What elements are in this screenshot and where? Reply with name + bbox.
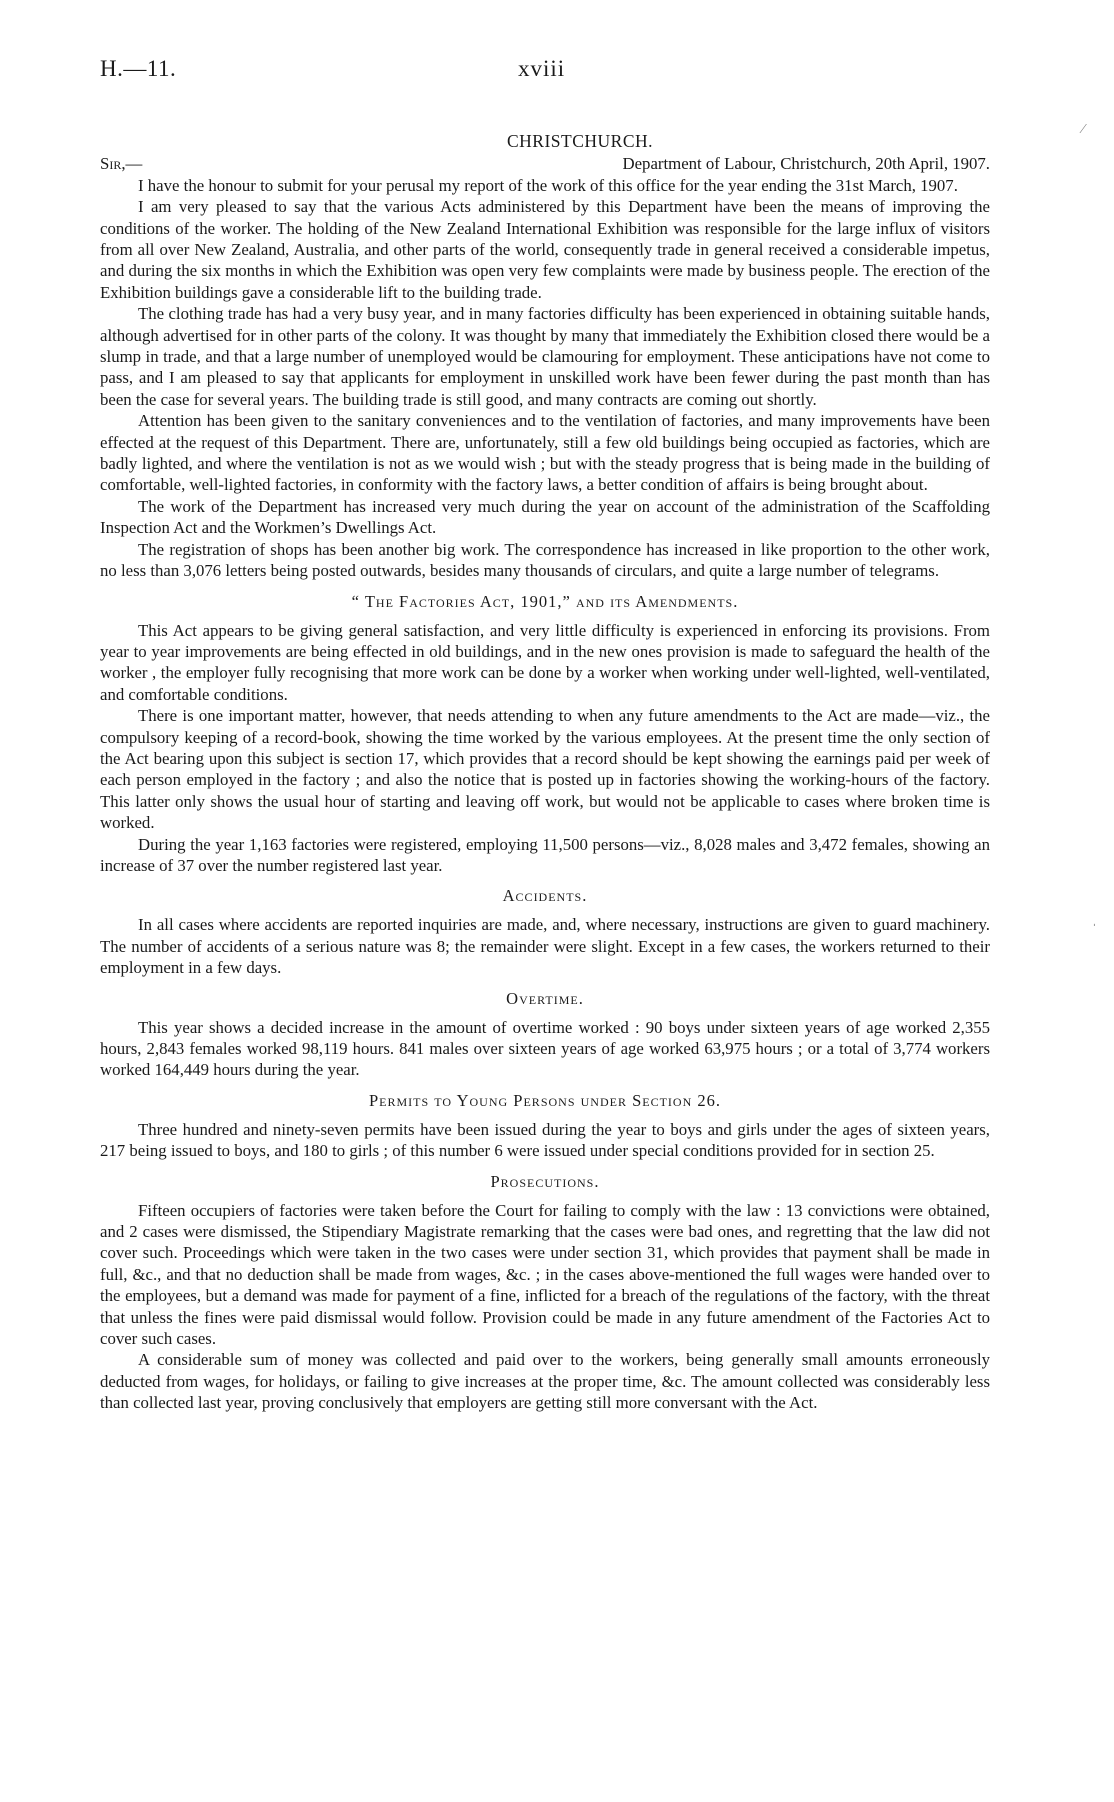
section-accidents: [100, 885, 990, 978]
paragraph: This year shows a decided increase in the amount of overtime worked : 90 boys under sixteen years of age worked 2,355 hours, 2,843 females worked 98,119 hours. 841 males over sixteen years of age worked 63,975 hours ; or a total of 3,774 workers worked 164,449 hours during the year.: [100, 1017, 990, 1080]
paragraph: I have the honour to submit for your perusal my report of the work of this office for the year ending the 31st March, 1907.: [138, 175, 958, 195]
paragraph: There is one important matter, however, that needs attending to when any future amendments to the Act are made—viz., the compulsory keeping of a record-book, showing the time worked by the various employees. At the present time the only section of the Act bearing upon this subject is section 17, which provides that a record should be kept showing the earnings paid per week of each person employed in the factory ; and also the notice that is posted up in factories showing the working-hours of the factory. This latter only shows the usual hour of starting and leaving off work, but would not be applicable to cases where broken time is worked.: [100, 706, 990, 833]
report-place-title: CHRISTCHURCH.: [506, 131, 654, 151]
section-heading: Prosecutions.: [490, 1171, 600, 1191]
page-header: [100, 56, 1014, 88]
salutation: Sir,—: [100, 154, 143, 174]
paragraph: In all cases where accidents are reported inquiries are made, and, where necessary, instructions are given to guard machinery. The number of accidents of a serious nature was 8; the remainder were slight. Except in a few cases, the workers returned to their employment in a few days.: [100, 915, 990, 978]
paragraph: Three hundred and ninety-seven permits have been issued during the year to boys and girls under the ages of sixteen years, 217 being issued to boys, and 180 to girls ; of this number 6 were issued under special conditions provided for in section 25.: [100, 1119, 990, 1161]
section-overtime: [100, 988, 990, 1081]
paragraph: The clothing trade has had a very busy year, and in many factories difficulty has been experienced in obtaining suitable hands, although advertised for in other parts of the colony. It was thought by many that immediately the Exhibition closed there would be a slump in trade, and that a large number of unemployed would be clamouring for employment. These anticipations have not come to pass, and I am pleased to say that applicants for employment in unskilled work have been fewer during the past month than has been the case for several years. The building trade is still good, and many contracts are coming out shortly.: [100, 304, 990, 409]
paragraph: During the year 1,163 factories were registered, employing 11,500 persons—viz., 8,028 males and 3,472 females, showing an increase of 37 over the number registered last year.: [100, 834, 990, 875]
paragraph: I am very pleased to say that the various Acts administered by this Department have been the means of improving the conditions of the worker. The holding of the New Zealand International Exhibition was responsible for the large influx of visitors from all over New Zealand, Australia, and other parts of the world, consequently trade in general received a considerable impetus, and during the six months in which the Exhibition was open very few complaints were made by business people. The erection of the Exhibition buildings gave a considerable lift to the building trade.: [100, 197, 990, 302]
margin-mark: ˌ: [1092, 912, 1097, 927]
report-body: [100, 131, 990, 1414]
section-heading: Accidents.: [502, 886, 588, 906]
paragraph: Fifteen occupiers of factories were taken before the Court for failing to comply with the law : 13 convictions were obtained, and 2 cases were dismissed, the Stipendiary Magistrate remarking that the cases were bad ones, and regretting that the law did not cover such. Proceedings which were taken in the two cases were under section 31, which provides that payment shall be made in full, &c., and that no deduction shall be made from wages, &c. ; in the cases above-mentioned the full wages were handed over to the employees, but a demand was made for payment of a fine, inflicted for a breach of the regulations of the factory, with the threat that unless the fines were paid dismissal would follow. Provision could be made in any future amendment of the Factories Act to cover such cases.: [100, 1200, 990, 1349]
section-permits: [100, 1090, 990, 1162]
paragraph: A considerable sum of money was collected and paid over to the workers, being generally small amounts erroneously deducted from wages, for holidays, or failing to give increases at the proper time, &c. The amount collected was considerably less than collected last year, proving conclusively that employers are getting still more conversant with the Act.: [100, 1350, 990, 1413]
section-factories-act: [100, 591, 990, 877]
document-reference: H.—11.: [100, 56, 177, 81]
intro-section: [100, 175, 990, 582]
dateline: Department of Labour, Christchurch, 20th April, 1907.: [622, 154, 990, 174]
section-heading: “ The Factories Act, 1901,” and its Amendments.: [351, 591, 739, 611]
section-heading: Overtime.: [506, 988, 584, 1008]
page-number: xviii: [518, 56, 566, 81]
margin-mark: ⁄: [1082, 122, 1085, 137]
paragraph: The registration of shops has been another big work. The correspondence has increased in like proportion to the other work, no less than 3,076 letters being posted outwards, besides many thousands of circulars, and quite a large number of telegrams.: [100, 539, 990, 581]
section-prosecutions: [100, 1171, 990, 1414]
paragraph: The work of the Department has increased very much during the year on account of the administration of the Scaffolding Inspection Act and the Workmen’s Dwellings Act.: [100, 496, 990, 538]
paragraph: Attention has been given to the sanitary conveniences and to the ventilation of factories, and many improvements have been effected at the request of this Department. There are, unfortunately, still a few old buildings being occupied as factories, which are badly lighted, and where the ventilation is not as we would wish ; but with the steady progress that is being made in the building of comfortable, well-lighted factories, in conformity with the factory laws, a better condition of affairs is being brought about.: [100, 411, 990, 495]
salutation-line: [100, 153, 990, 174]
paragraph: This Act appears to be giving general satisfaction, and very little difficulty is experienced in enforcing its provisions. From year to year improvements are being effected in old buildings, and in the new ones provision is made to safeguard the health of the worker , the employer fully recognising that more work can be done by a worker when working under well-lighted, well-ventilated, and comfortable conditions.: [100, 620, 990, 704]
section-heading: Permits to Young Persons under Section 26.: [369, 1090, 721, 1110]
